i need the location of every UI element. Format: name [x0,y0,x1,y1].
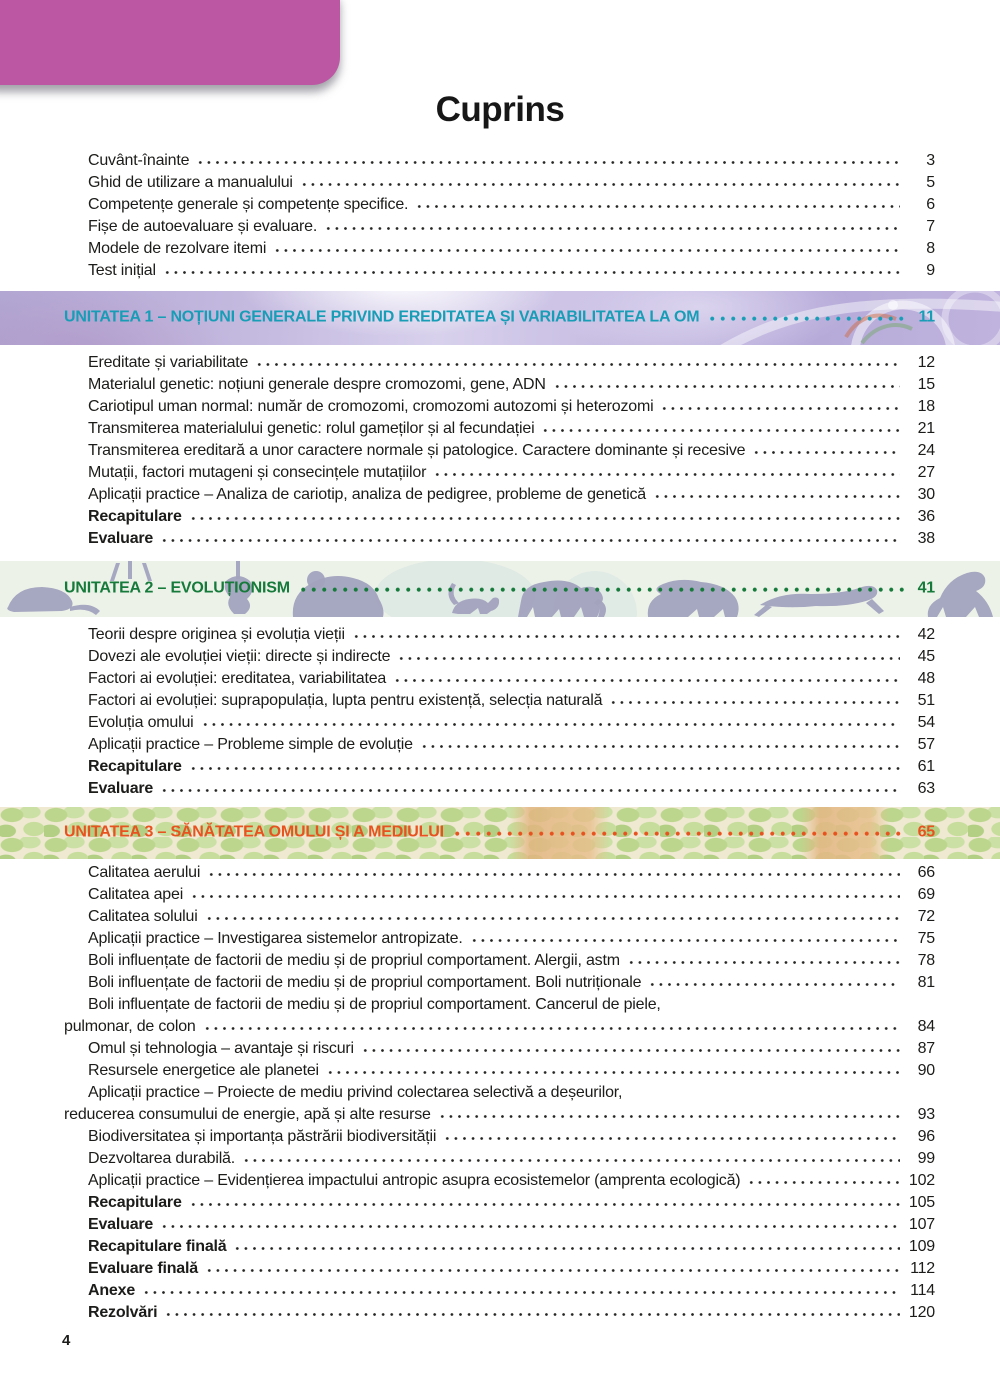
toc-entry-label: Boli influențate de factorii de mediu și de propriul comportament. Alergii, astm [88,952,620,969]
toc-entry-page-number: 120 [908,1304,935,1321]
toc-entry-row [88,376,935,398]
leader-dots [205,1268,900,1273]
toc-entry-label: Competențe generale și competențe specifice. [88,196,409,213]
toc-entry-row [88,420,935,442]
toc-entry-label: Omul și tehnologia – avantaje și riscuri [88,1040,354,1057]
leader-dots [160,788,900,793]
toc-entry-page-number: 18 [917,398,935,415]
toc-entry-page-number: 38 [917,530,935,547]
leader-dots [433,472,900,477]
toc-entry-page-number: 72 [917,908,935,925]
leader-dots [361,1048,900,1053]
toc-entry-page-number: 5 [926,174,935,191]
toc-entry-row [88,930,935,952]
toc-entry-row [88,486,935,508]
leader-dots [201,722,900,727]
toc-entry-row [88,1194,935,1216]
toc-entry-page-number: 21 [917,420,935,437]
toc-entry-page-number: 114 [910,1282,935,1299]
leader-dots [648,982,900,987]
toc-entry-row [88,974,935,996]
toc-entry-label: Aplicații practice – Investigarea sistemelor antropizate. [88,930,463,947]
toc-entry-label: Calitatea aerului [88,864,201,881]
toc-entry-page-number: 51 [917,692,935,709]
leader-dots [300,182,900,187]
unit2-entry-list [88,626,935,802]
pink-corner-tab [0,0,340,85]
toc-entry-label: Recapitulare [88,1194,182,1211]
toc-entry-row [88,996,935,1018]
unit2-title: UNITATEA 2 – EVOLUȚIONISM [64,579,290,597]
toc-entry-label: Evaluare [88,530,154,547]
toc-entry-label: Fișe de autoevaluare și evaluare. [88,218,318,235]
toc-entry-label: Test inițial [88,262,156,279]
leader-dots [627,960,900,965]
toc-entry-row [88,648,935,670]
toc-entry-label: Factori ai evoluției: suprapopulația, lupta pentru existență, selecția naturală [88,692,603,709]
toc-entry-page-number: 42 [917,626,935,643]
toc-entry-page-number: 15 [917,376,935,393]
leader-dots [752,450,900,455]
leader-dots [660,406,900,411]
leader-dots [189,1202,900,1207]
toc-entry-row [88,670,935,692]
toc-entry-row [88,1260,935,1282]
toc-entry-page-number: 7 [926,218,935,235]
toc-entry-label: Ereditate și variabilitate [88,354,249,371]
front-matter-list [88,152,935,284]
toc-entry-label: Transmiterea ereditară a unor caractere normale și patologice. Caractere dominante și recesive [88,442,746,459]
toc-entry-label: Rezolvări [88,1304,158,1321]
toc-entry-label: Biodiversitatea și importanța păstrării biodiversității [88,1128,437,1145]
toc-entry-label: Evaluare [88,1216,154,1233]
toc-entry-page-number: 24 [917,442,935,459]
toc-entry-row [88,398,935,420]
footer-page-number: 4 [62,1332,71,1349]
leader-dots [415,204,900,209]
unit2-page-number: 41 [917,579,935,597]
toc-entry-page-number: 93 [917,1106,935,1123]
toc-entry-page-number: 63 [917,780,935,797]
leader-dots [164,1312,900,1317]
toc-entry-page-number: 69 [917,886,935,903]
leader-dots [629,1092,900,1097]
toc-entry-label: Ghid de utilizare a manualului [88,174,293,191]
toc-entry-row [88,952,935,974]
toc-entry-row [88,758,935,780]
toc-entry-page-number: 81 [917,974,935,991]
toc-entry-row [88,1304,935,1326]
toc-entry-label: reducerea consumului de energie, apă și alte resurse [64,1106,431,1123]
toc-entry-page-number: 107 [908,1216,935,1233]
toc-entry-page-number: 27 [917,464,935,481]
toc-entry-page-number: 36 [917,508,935,525]
toc-entry-page-number: 105 [908,1194,935,1211]
leader-dots [609,700,900,705]
toc-entry-row [88,354,935,376]
leader-dots [397,656,900,661]
toc-entry-page-number: 9 [926,262,935,279]
leader-dots [324,226,900,231]
toc-entry-page-number: 8 [926,240,935,257]
leader-dots [255,362,900,367]
leader-dots [653,494,900,499]
toc-entry-label: Cuvânt-înainte [88,152,190,169]
toc-entry-page-number: 84 [917,1018,935,1035]
toc-entry-label: Transmiterea materialului genetic: rolul gameților și al fecundației [88,420,535,437]
toc-entry-row [88,1282,935,1304]
toc-entry-label: Cariotipul uman normal: număr de cromozomi, cromozomi autozomi și heterozomi [88,398,654,415]
leader-dots [142,1290,900,1295]
toc-entry-row [88,196,935,218]
leader-dots [160,1224,900,1229]
toc-entry-row [88,508,935,530]
toc-entry-row [88,1172,935,1194]
unit3-header-band [0,807,1000,859]
leader-dots [438,1114,900,1119]
unit1-entry-list [88,354,935,552]
toc-entry-page-number: 90 [917,1062,935,1079]
toc-entry-row [64,1018,935,1040]
toc-entry-page-number: 75 [917,930,935,947]
toc-entry-page-number: 6 [926,196,935,213]
toc-entry-label: Materialul genetic: noțiuni generale despre cromozomi, gene, ADN [88,376,546,393]
toc-entry-label: Dezvoltarea durabilă. [88,1150,235,1167]
toc-entry-row [88,218,935,240]
toc-entry-label: Evaluare [88,780,154,797]
toc-entry-page-number: 57 [917,736,935,753]
toc-entry-label: Aplicații practice – Evidențierea impactului antropic asupra ecosistemelor (amprenta ecologică) [88,1172,741,1189]
toc-entry-row [88,780,935,802]
leader-dots [160,538,900,543]
toc-entry-page-number: 12 [917,354,935,371]
toc-entry-page-number: 109 [908,1238,935,1255]
leader-dots [273,248,900,253]
toc-entry-page-number: 78 [917,952,935,969]
toc-entry-page-number: 54 [917,714,935,731]
toc-entry-label: Aplicații practice – Analiza de cariotip, analiza de pedigree, probleme de genetică [88,486,646,503]
leader-dots [541,428,900,433]
unit2-header-band [0,561,1000,617]
toc-entry-page-number: 66 [917,864,935,881]
leader-dots [189,766,900,771]
leader-dots [196,160,900,165]
leader-dots [189,516,900,521]
toc-entry-label: pulmonar, de colon [64,1018,196,1035]
unit1-header-band [0,291,1000,345]
toc-entry-row [88,240,935,262]
leader-dots [190,894,900,899]
unit3-entry-list [64,864,935,1326]
leader-dots [420,744,900,749]
toc-entry-page-number: 45 [917,648,935,665]
toc-entry-page-number: 102 [908,1172,935,1189]
leader-dots [203,1026,900,1031]
toc-entry-row [88,1216,935,1238]
toc-entry-page-number: 61 [917,758,935,775]
leader-dots [443,1136,900,1141]
toc-entry-row [88,864,935,886]
leader-dots [163,270,900,275]
leader-dots [393,678,900,683]
toc-entry-label: Resursele energetice ale planetei [88,1062,319,1079]
toc-entry-row [88,442,935,464]
page-title: Cuprins [435,90,565,129]
toc-entry-page-number: 99 [917,1150,935,1167]
leader-dots [352,634,900,639]
toc-entry-row [88,692,935,714]
toc-entry-row [88,714,935,736]
toc-entry-label: Aplicații practice – Probleme simple de evoluție [88,736,413,753]
leader-dots [205,916,900,921]
unit1-header-row [64,309,935,327]
toc-entry-label: Recapitulare finală [88,1238,227,1255]
unit3-header-row [64,824,935,842]
toc-entry-row [88,152,935,174]
toc-entry-label: Calitatea apei [88,886,184,903]
unit1-page-number: 11 [918,308,935,326]
toc-entry-row [88,908,935,930]
toc-entry-row [88,886,935,908]
unit3-page-number: 65 [917,823,935,841]
unit3-leader-dots [452,831,904,837]
toc-entry-label: Modele de rezolvare itemi [88,240,267,257]
unit2-leader-dots [298,587,904,593]
leader-dots [242,1158,900,1163]
toc-entry-label: Boli influențate de factorii de mediu și de propriul comportament. Cancerul de piele, [88,996,661,1013]
toc-entry-row [88,1128,935,1150]
toc-entry-row [88,626,935,648]
leader-dots [207,872,900,877]
toc-entry-row [88,1238,935,1260]
unit1-title: UNITATEA 1 – NOȚIUNI GENERALE PRIVIND EREDITATEA ȘI VARIABILITATEA LA OM [64,308,700,326]
toc-entry-label: Anexe [88,1282,136,1299]
leader-dots [747,1180,900,1185]
leader-dots [553,384,900,389]
toc-entry-label: Recapitulare [88,758,182,775]
toc-entry-row [88,1040,935,1062]
toc-entry-row [88,262,935,284]
toc-entry-label: Aplicații practice – Proiecte de mediu privind colectarea selectivă a deșeurilor, [88,1084,623,1101]
toc-entry-label: Evoluția omului [88,714,194,731]
toc-entry-label: Evaluare finală [88,1260,198,1277]
toc-entry-label: Teorii despre originea și evoluția vieții [88,626,345,643]
toc-entry-row [88,464,935,486]
toc-entry-page-number: 112 [910,1260,935,1277]
leader-dots [668,1004,900,1009]
toc-entry-label: Dovezi ale evoluției vieții: directe și indirecte [88,648,391,665]
toc-entry-label: Factori ai evoluției: ereditatea, variabilitatea [88,670,387,687]
toc-entry-row [88,530,935,552]
toc-entry-page-number: 30 [917,486,935,503]
toc-entry-row [88,174,935,196]
toc-entry-label: Boli influențate de factorii de mediu și de propriul comportament. Boli nutriționale [88,974,642,991]
toc-entry-row [88,1084,935,1106]
toc-entry-label: Mutații, factori mutageni și consecințele mutațiilor [88,464,427,481]
toc-entry-page-number: 3 [926,152,935,169]
toc-entry-row [88,1062,935,1084]
toc-entry-row [64,1106,935,1128]
toc-entry-page-number: 48 [917,670,935,687]
leader-dots [326,1070,900,1075]
toc-entry-row [88,736,935,758]
leader-dots [233,1246,900,1251]
leader-dots [470,938,900,943]
toc-entry-label: Recapitulare [88,508,182,525]
toc-entry-label: Calitatea solului [88,908,198,925]
unit2-header-row [64,580,935,598]
unit3-title: UNITATEA 3 – SĂNĂTATEA OMULUI ȘI A MEDIULUI [64,823,444,841]
toc-entry-page-number: 96 [917,1128,935,1145]
unit1-leader-dots [707,316,904,322]
toc-entry-page-number: 87 [917,1040,935,1057]
toc-entry-row [88,1150,935,1172]
